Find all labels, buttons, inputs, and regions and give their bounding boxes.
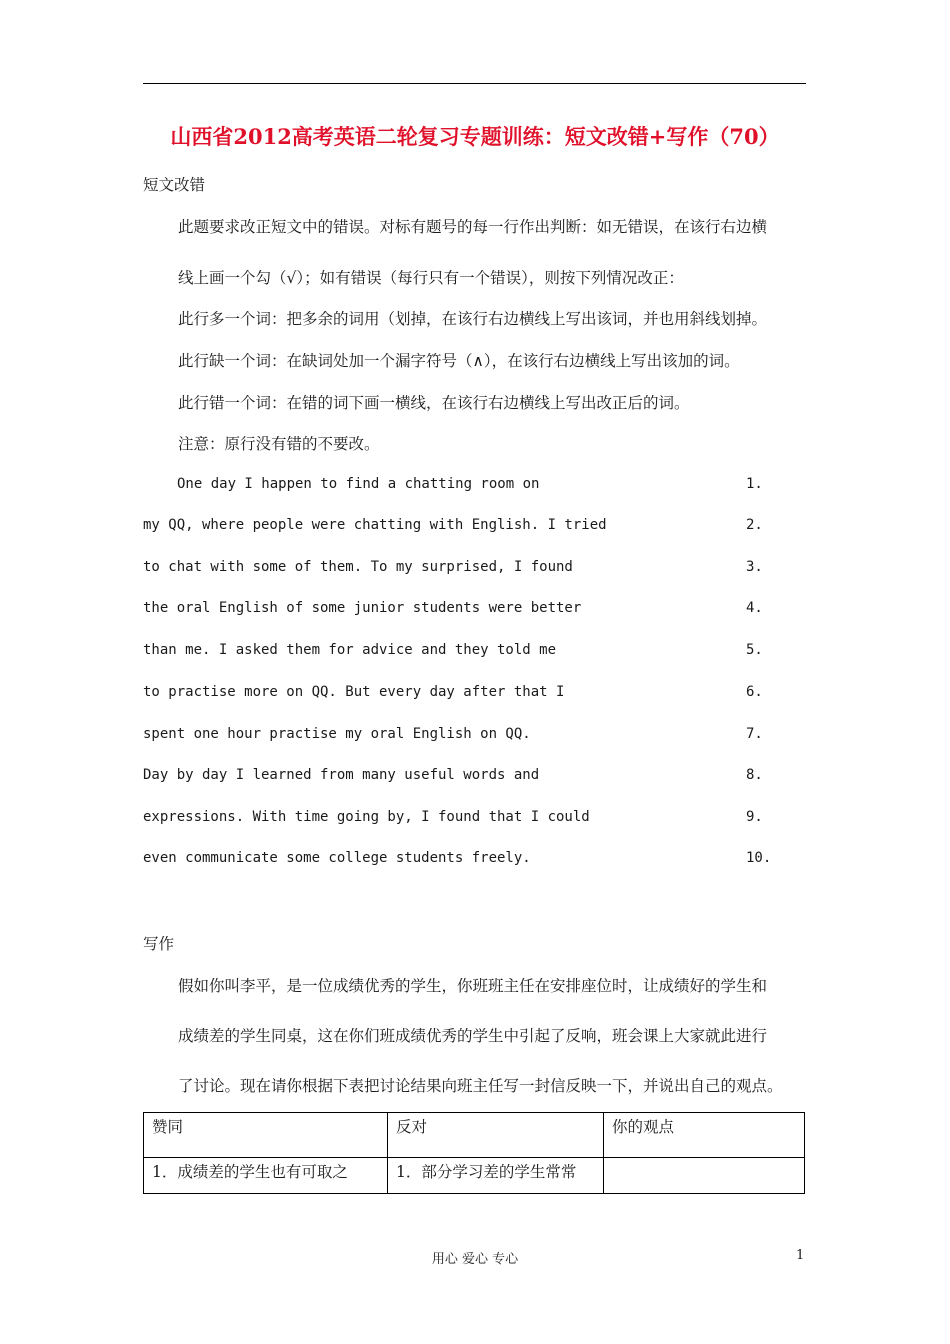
header-your-view: 你的观点 [604,1113,805,1158]
line-number: 9. [746,809,763,825]
passage-line: expressions. With time going by, I found that I could [143,809,590,825]
line-number: 8. [746,767,763,783]
writing-prompt-line: 成绩差的学生同桌，这在你们班成绩优秀的学生中引起了反响，班会课上大家就此进行 [178,1027,768,1045]
passage-line: to practise more on QQ. But every day after that I [143,684,565,700]
passage-line: the oral English of some junior students were better [143,600,582,616]
header-oppose: 反对 [388,1113,604,1158]
passage-line: to chat with some of them. To my surprised, I found [143,559,573,575]
line-number: 6. [746,684,763,700]
instruction-line: 此行缺一个词：在缺词处加一个漏字符号（∧），在该行右边横线上写出该加的词。 [178,352,740,370]
passage-line: than me. I asked them for advice and they told me [143,642,557,658]
line-number: 5. [746,642,763,658]
line-number: 3. [746,559,763,575]
writing-prompt-line: 假如你叫李平，是一位成绩优秀的学生，你班班主任在安排座位时，让成绩好的学生和 [178,977,768,995]
table-cell: 1．部分学习差的学生常常 [388,1158,604,1194]
instruction-note: 注意：原行没有错的不要改。 [178,435,380,453]
page-number: 1 [796,1248,805,1263]
writing-prompt-line: 了讨论。现在请你根据下表把讨论结果向班主任写一封信反映一下，并说出自己的观点。 [178,1077,783,1095]
instruction-line: 此行多一个词：把多余的词用（划掉，在该行右边横线上写出该词，并也用斜线划掉。 [178,310,768,328]
opinion-table [143,1112,805,1194]
passage-line: spent one hour practise my oral English on QQ. [143,726,531,742]
section-heading-writing: 写作 [143,935,175,953]
passage-line: One day I happen to find a chatting room on [177,476,540,492]
table-header-row [144,1113,805,1158]
header-agree: 赞同 [144,1113,388,1158]
table-row [144,1158,805,1194]
line-number: 7. [746,726,763,742]
table-cell: 1．成绩差的学生也有可取之 [144,1158,388,1194]
document-title: 山西省2012高考英语二轮复习专题训练：短文改错+写作（70） [170,124,780,149]
instruction-line: 线上画一个勾（√）；如有错误（每行只有一个错误），则按下列情况改正： [178,269,684,287]
instruction-line: 此题要求改正短文中的错误。对标有题号的每一行作出判断：如无错误，在该行右边横 [178,218,768,236]
instruction-line: 此行错一个词：在错的词下画一横线，在该行右边横线上写出改正后的词。 [178,394,690,412]
table-cell [604,1158,805,1194]
passage-line: even communicate some college students freely. [143,850,531,866]
passage-line: my QQ, where people were chatting with English. I tried [143,517,607,533]
section-heading-error-correction: 短文改错 [143,176,206,194]
line-number: 4. [746,600,763,616]
header-rule [143,83,806,84]
line-number: 2. [746,517,763,533]
footer-motto: 用心 爱心 专心 [431,1252,519,1267]
line-number: 1. [746,476,763,492]
passage-line: Day by day I learned from many useful words and [143,767,540,783]
line-number: 10. [746,850,772,866]
